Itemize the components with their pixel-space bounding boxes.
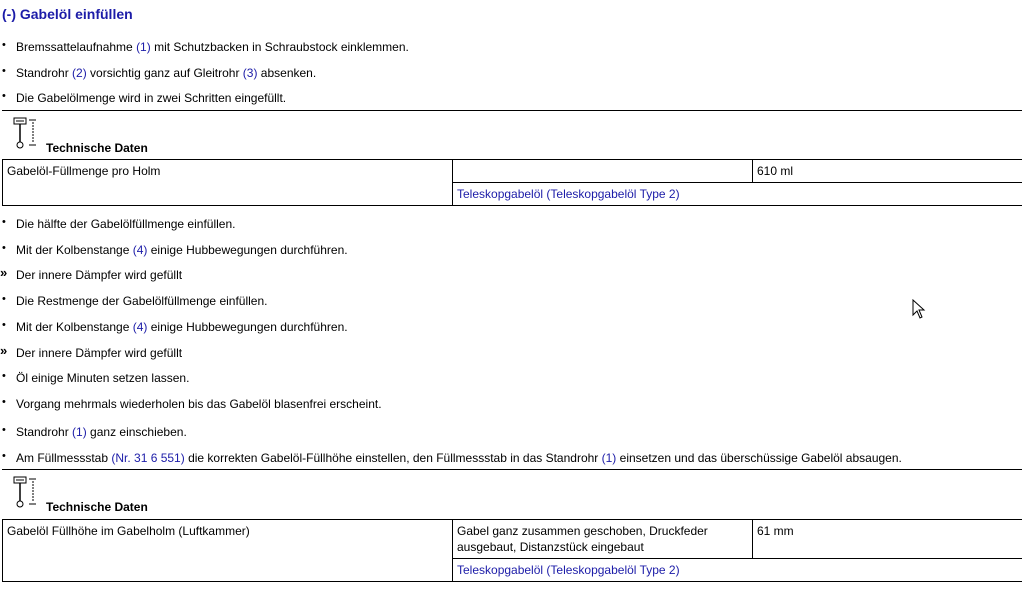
part-reference-link[interactable]: (1) <box>136 40 151 54</box>
step-text <box>16 450 902 466</box>
part-reference-link[interactable]: (4) <box>132 320 148 334</box>
part-reference-link[interactable]: (2) <box>72 66 87 80</box>
step-text-pre: Standrohr <box>16 66 73 80</box>
technical-data-header <box>2 110 1022 160</box>
spec-label: Gabelöl-Füllmenge pro Holm <box>3 160 453 206</box>
table-row <box>3 160 1022 183</box>
step-text-pre: Bremssattelaufnahme <box>16 40 137 54</box>
bullet-icon: • <box>2 293 6 305</box>
technical-data-table <box>2 159 1022 206</box>
step-text-post: einige Hubbewegungen durchführen. <box>147 320 348 334</box>
technical-data-header <box>2 469 1022 520</box>
tool-reference-link[interactable]: (Nr. 31 6 551) <box>111 451 185 465</box>
step-text-pre: Mit der Kolbenstange <box>16 320 133 334</box>
table-row <box>3 520 1022 559</box>
step-text-mid: die korrekten Gabelöl-Füllhöhe einstellen, den Füllmessstab in das Standrohr <box>184 451 602 465</box>
spec-condition: Gabel ganz zusammen geschoben, Druckfeder ausgebaut, Distanzstück eingebaut <box>453 520 753 559</box>
step-text-post: absenken. <box>257 66 317 80</box>
step-text <box>16 424 187 440</box>
result-arrow-icon: » <box>0 343 8 358</box>
bullet-icon: • <box>2 216 6 228</box>
step-text: Die Gabelölmenge wird in zwei Schritten eingefüllt. <box>16 91 287 105</box>
technical-data-heading: Technische Daten <box>46 500 148 514</box>
step-text-post: mit Schutzbacken in Schraubstock einklemmen. <box>150 40 409 54</box>
step-text-pre: Am Füllmessstab <box>16 451 112 465</box>
mouse-pointer-icon <box>912 299 926 319</box>
spec-value: 61 mm <box>753 520 1022 559</box>
step-text: Öl einige Minuten setzen lassen. <box>16 371 190 385</box>
bullet-icon: • <box>2 396 6 408</box>
step-text-mid: vorsichtig ganz auf Gleitrohr <box>86 66 243 80</box>
bullet-icon: • <box>2 319 6 331</box>
oil-type-link[interactable]: Teleskopgabelöl (Teleskopgabelöl Type 2) <box>457 563 680 577</box>
bullet-icon: • <box>2 65 6 77</box>
technical-data-table <box>2 519 1022 582</box>
oil-type-link[interactable]: Teleskopgabelöl (Teleskopgabelöl Type 2) <box>457 187 680 201</box>
step-text: Vorgang mehrmals wiederholen bis das Gabelöl blasenfrei erscheint. <box>16 397 382 411</box>
oil-type-cell <box>453 183 1022 206</box>
oil-type-cell <box>453 559 1022 582</box>
step-text <box>16 39 409 55</box>
measuring-tool-icon <box>12 114 42 150</box>
step-text-post: einsetzen und das überschüssige Gabelöl absaugen. <box>616 451 902 465</box>
part-reference-link[interactable]: (1) <box>601 451 617 465</box>
part-reference-link[interactable]: (3) <box>242 66 258 80</box>
step-text <box>16 242 348 258</box>
bullet-icon: • <box>2 90 6 102</box>
bullet-icon: • <box>2 370 6 382</box>
step-text-pre: Mit der Kolbenstange <box>16 243 133 257</box>
result-text: Der innere Dämpfer wird gefüllt <box>16 346 183 360</box>
spec-value: 610 ml <box>753 160 1022 183</box>
part-reference-link[interactable]: (4) <box>132 243 148 257</box>
technical-data-heading: Technische Daten <box>46 141 148 155</box>
bullet-icon: • <box>2 424 6 436</box>
bullet-icon: • <box>2 450 6 462</box>
bullet-icon: • <box>2 39 6 51</box>
step-text: Die Restmenge der Gabelölfüllmenge einfüllen. <box>16 294 268 308</box>
part-reference-link[interactable]: (1) <box>72 425 87 439</box>
step-text <box>16 65 316 81</box>
result-text: Der innere Dämpfer wird gefüllt <box>16 268 183 282</box>
page-title: (-) Gabelöl einfüllen <box>2 6 133 22</box>
result-arrow-icon: » <box>0 265 8 280</box>
step-text: Die hälfte der Gabelölfüllmenge einfüllen. <box>16 217 236 231</box>
step-text-post: ganz einschieben. <box>86 425 187 439</box>
measuring-tool-icon <box>12 473 42 509</box>
spec-label: Gabelöl Füllhöhe im Gabelholm (Luftkammer) <box>3 520 453 582</box>
step-text-post: einige Hubbewegungen durchführen. <box>147 243 348 257</box>
spec-condition <box>453 160 753 183</box>
step-text-pre: Standrohr <box>16 425 73 439</box>
step-text <box>16 319 348 335</box>
bullet-icon: • <box>2 242 6 254</box>
